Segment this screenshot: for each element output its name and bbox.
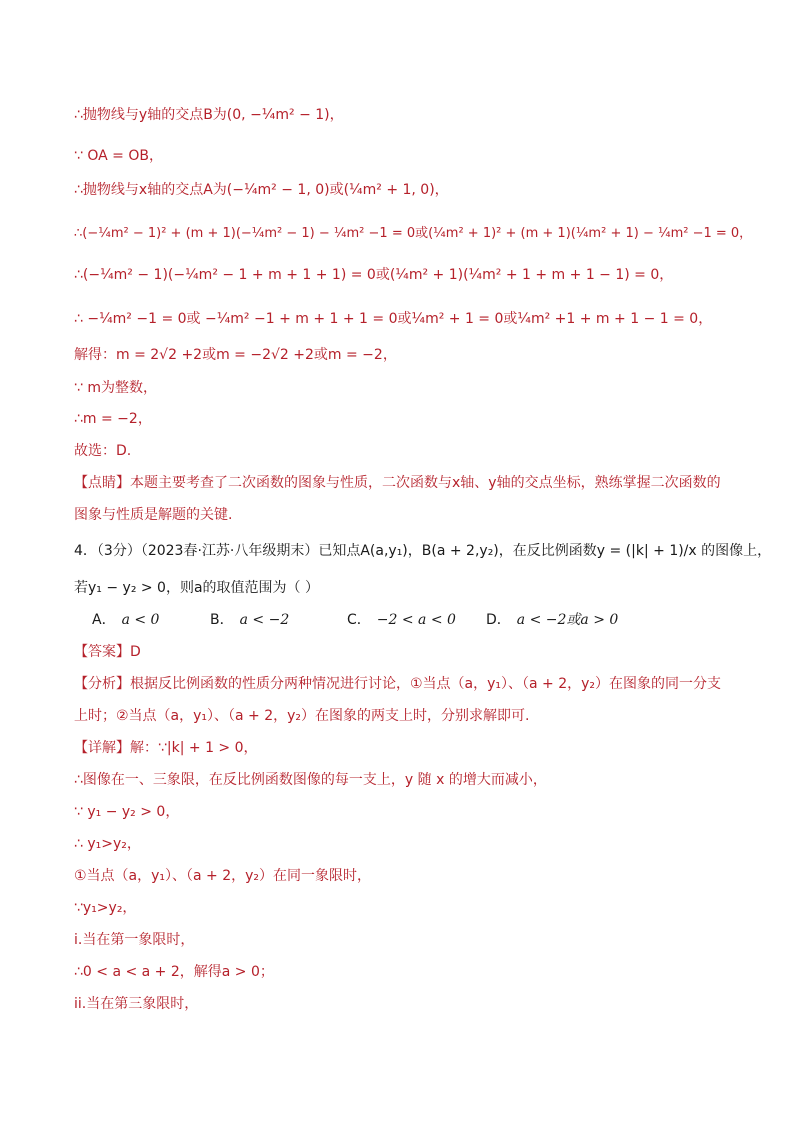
choice-c-text: −2 < a < 0 bbox=[376, 612, 456, 628]
analysis-line-2: 上时；②当点（a，y₁）、（a + 2，y₂）在图象的两支上时，分别求解即可. bbox=[74, 708, 530, 724]
detail-line-2: ∴图像在一、三象限，在反比例函数图像的每一支上，y 随 x 的增大而减小， bbox=[74, 772, 547, 788]
choice-c bbox=[347, 610, 456, 630]
analysis-tag: 【分析】 bbox=[74, 676, 130, 692]
detail-line-6: ∵y₁>y₂， bbox=[74, 900, 137, 916]
choice-d-label: D． bbox=[486, 612, 511, 628]
solution-line-5: ∴(−¼m² − 1)(−¼m² − 1 + m + 1 + 1) = 0或(¼m² + 1)(¼m² + 1 + m + 1 − 1) = 0， bbox=[74, 267, 674, 283]
comment-line-1 bbox=[74, 473, 721, 493]
solution-line-10: 故选：D. bbox=[74, 443, 132, 459]
comment-text-1: 本题主要考查了二次函数的图象与性质，二次函数与x轴、y轴的交点坐标，熟练掌握二次函数的 bbox=[130, 475, 721, 491]
analysis-line-1 bbox=[74, 674, 721, 694]
question-header: 4．（3分）（2023春·江苏·八年级期末）已知点A(a,y₁)，B(a + 2,y₂)，在反比例函数y = (|k| + 1)/x 的图像上， bbox=[74, 543, 772, 559]
solution-line-3: ∴抛物线与x轴的交点A为(−¼m² − 1, 0)或(¼m² + 1, 0)， bbox=[74, 182, 449, 198]
choice-b bbox=[210, 610, 289, 630]
solution-line-7: 解得：m = 2√2 +2或m = −2√2 +2或m = −2， bbox=[74, 347, 397, 363]
detail-line-3: ∵ y₁ − y₂ > 0， bbox=[74, 804, 180, 820]
answer-value: D bbox=[130, 644, 141, 660]
choice-d-text: a < −2或a > 0 bbox=[516, 612, 619, 628]
choice-d bbox=[486, 610, 618, 630]
solution-line-2: ∵ OA = OB， bbox=[74, 148, 163, 164]
detail-tag: 【详解】 bbox=[74, 740, 130, 756]
choice-a bbox=[92, 610, 159, 630]
solution-line-4: ∴(−¼m² − 1)² + (m + 1)(−¼m² − 1) − ¼m² −1 = 0或(¼m² + 1)² + (m + 1)(¼m² + 1) − ¼m² −1 = 0， bbox=[74, 226, 753, 241]
choice-a-text: a < 0 bbox=[121, 612, 160, 628]
solution-line-6: ∴ −¼m² −1 = 0或 −¼m² −1 + m + 1 + 1 = 0或¼m² + 1 = 0或¼m² +1 + m + 1 − 1 = 0， bbox=[74, 311, 713, 327]
question-line-2: 若y₁ − y₂ > 0，则a的取值范围为（ ） bbox=[74, 580, 319, 596]
detail-text-1: 解：∵|k| + 1 > 0， bbox=[130, 740, 258, 756]
choice-b-label: B． bbox=[210, 612, 234, 628]
detail-line-4: ∴ y₁>y₂， bbox=[74, 836, 141, 852]
answer-line bbox=[74, 642, 141, 662]
comment-line-2: 图象与性质是解题的关键. bbox=[74, 507, 233, 523]
choice-a-label: A． bbox=[92, 612, 116, 628]
solution-line-1: ∴抛物线与y轴的交点B为(0, −¼m² − 1)， bbox=[74, 107, 344, 123]
solution-line-9: ∴m = −2， bbox=[74, 411, 152, 427]
detail-line-5: ①当点（a，y₁）、（a + 2，y₂）在同一象限时， bbox=[74, 868, 372, 884]
detail-line-1 bbox=[74, 738, 258, 758]
comment-tag: 【点睛】 bbox=[74, 475, 130, 491]
detail-line-9: ii.当在第三象限时， bbox=[74, 996, 199, 1012]
analysis-text-1: 根据反比例函数的性质分两种情况进行讨论，①当点（a，y₁）、（a + 2，y₂）在图象的同一分支 bbox=[130, 676, 722, 692]
detail-line-7: i.当在第一象限时， bbox=[74, 932, 195, 948]
detail-line-8: ∴0 < a < a + 2，解得a > 0； bbox=[74, 964, 274, 980]
choice-c-label: C． bbox=[347, 612, 371, 628]
choice-b-text: a < −2 bbox=[239, 612, 290, 628]
solution-line-8: ∵ m为整数， bbox=[74, 380, 157, 396]
answer-tag: 【答案】 bbox=[74, 644, 130, 660]
